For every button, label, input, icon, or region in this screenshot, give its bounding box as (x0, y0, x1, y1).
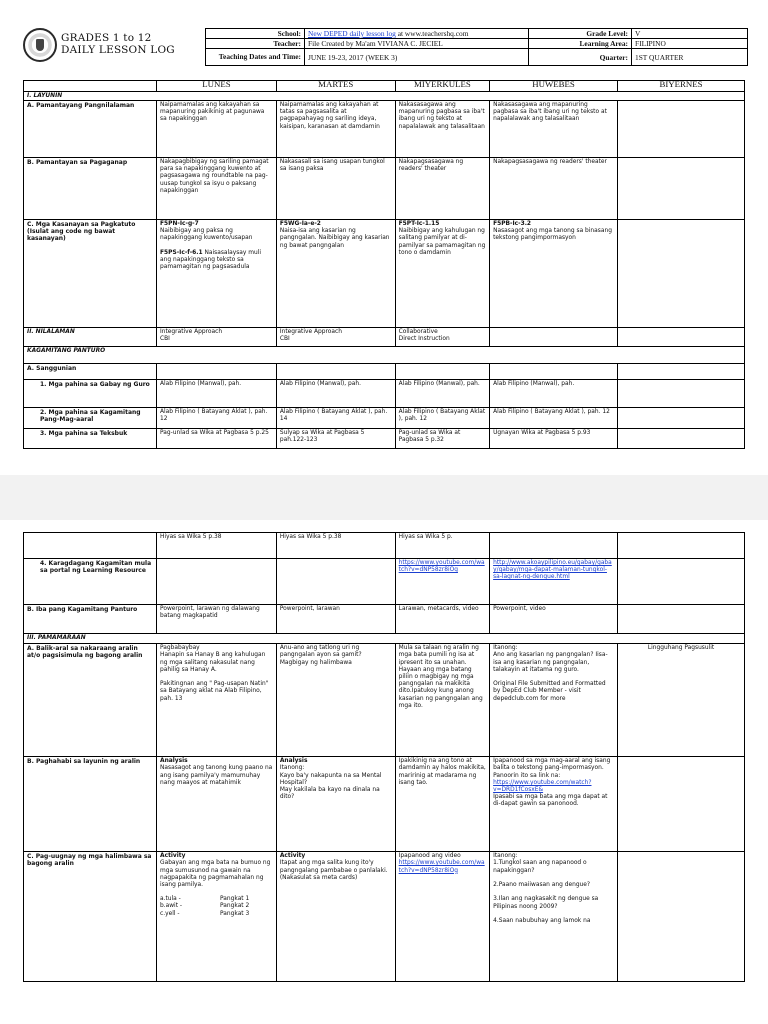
row-teksbuk (24, 429, 745, 449)
competency-code: F5PT-Ic-1.15 (398, 221, 440, 227)
cell: Pag-unlad sa Wika at Pagbasa 5 p.25 (157, 429, 277, 449)
row-label: 1. Mga pahina sa Gabay ng Guro (24, 380, 157, 408)
cell: Sulyap sa Wika at Pagbasa 5 pah.122-123 (276, 429, 395, 449)
row-label: A. Balik-aral sa nakaraang aralin at/o pagsisimula ng bagong aralin (24, 644, 157, 757)
page-gap (0, 475, 768, 520)
cell-text: Gabayan ang mga bata na bumuo ng mga sumusunod na gawain na nagpapakita ng pagmamahalan ng isang pamilya. (160, 860, 271, 889)
cell: Alab Filipino ( Batayang Aklat ), pah. 12 (395, 408, 489, 429)
row-label: B. Iba pang Kagamitang Panturo (24, 605, 157, 634)
cell: Alab Filipino ( Batayang Aklat ), pah. 14 (276, 408, 395, 429)
header-info-table (205, 28, 748, 66)
school-link[interactable]: New DEPED daily lesson log (308, 29, 396, 38)
row-label: A. Sanggunian (24, 364, 157, 380)
row-label: A. Pamantayang Pangnilalaman (24, 101, 157, 158)
competency-code: F5PS-Ic-f-6.1 (160, 249, 203, 256)
cell (157, 757, 277, 852)
day-martes: MARTES (276, 81, 395, 92)
cell (490, 533, 618, 559)
school-rest: at www.teachershq.com (395, 29, 469, 38)
cell (490, 328, 618, 347)
cell: Nakasasali sa isang usapan tungkol sa isang paksa (276, 158, 395, 220)
grade-level-label: Grade Level: (529, 29, 632, 39)
cell-heading: Analysis (160, 758, 188, 765)
cell: Alab Filipino (Manwal), pah. (490, 380, 618, 408)
cell: Mula sa talaan ng aralin ng mga bata pumili ng isa at ipresent ito sa unahan. Hayaan ang mga batang piliin o magbigay ng mga pangngalan na makikita dito.Ipatukoy kung anong kasarian ng pangngalan ang mga ito. (395, 644, 489, 757)
cell: Integrative Approach CBI (276, 328, 395, 347)
cell (618, 364, 745, 380)
cell: Hiyas sa Wika 5 p. (395, 533, 489, 559)
row-pamantayang-pangnilalaman (24, 101, 745, 158)
quarter-label: Quarter: (529, 49, 632, 66)
cell (395, 852, 489, 982)
cell (618, 220, 745, 328)
cell: Alab Filipino ( Batayang Aklat ), pah. 12 (490, 408, 618, 429)
cell: Itanong: Ano ang kasarian ng pangngalan? Iisa-isa ang kasarian ng pangngalan, talakayin at itatama ng guro. Original File Submitted and Formatted by DepEd Club Member - visit depedclub.com for more (490, 644, 618, 757)
cell: Naipamamalas ang kakayahan sa mapanuring pakikinig at pagunawa sa napakinggan (157, 101, 277, 158)
learning-area-value: FILIPINO (632, 39, 748, 49)
cell (24, 533, 157, 559)
cell (618, 605, 745, 634)
lesson-log-page-2 (0, 520, 768, 1024)
row-label: 3. Mga pahina sa Teksbuk (24, 429, 157, 449)
cell (618, 158, 745, 220)
cell: Lingguhang Pagsusulit (618, 644, 745, 757)
cell: Ipakikinig na ang tono at damdamin ay halos makikita, maririnig at madarama ng isang tao. (395, 757, 489, 852)
cell (618, 380, 745, 408)
cell (618, 852, 745, 982)
lesson-log-page-1 (0, 0, 768, 475)
list-item: a.tula - (160, 896, 181, 903)
list-item: b.awit - (160, 903, 182, 910)
school-label: School: (206, 29, 305, 39)
youtube-link[interactable]: https://www.youtube.com/watch?v=dNP58zr8iOg (398, 860, 485, 874)
cell-text: Nasasagot ang tanong kung paano na ang isang pamilya'y mamumuhay nang maayos at matahimik (160, 765, 273, 786)
group-list (160, 896, 273, 918)
corner-cell (24, 81, 157, 92)
row-hiyas (24, 533, 745, 559)
section-layunin (24, 92, 745, 101)
cell: Powerpoint, video (490, 605, 618, 634)
cell: Alab Filipino (Manwal), pah. (157, 380, 277, 408)
competency-code: F5WG-Ia-e-2 (279, 221, 321, 227)
list-item: c.yell - (160, 910, 180, 917)
cell: Powerpoint, larawan ng dalawang batang magkapatid (157, 605, 277, 634)
cell (157, 364, 277, 380)
youtube-link[interactable]: https://www.youtube.com/watch?v=DRD1fCosxE& (493, 779, 592, 794)
cell: Ugnayan Wika at Pagbasa 5 p.93 (490, 429, 618, 449)
dates-label: Teaching Dates and Time: (206, 49, 305, 66)
section-title: III. PAMAMARAAN (24, 634, 745, 644)
cell: Hiyas sa Wika 5 p.38 (157, 533, 277, 559)
cell: Nakasasagawa ang mapanuring pagbasa sa iba't ibang uri ng teksto at napalalawak ang talasalitaan (490, 101, 618, 158)
cell (157, 559, 277, 605)
cell-text: Ipapanood sa mga mag-aaral ang isang balita o tekstong pang-impormasyon. Panoorin ito sa link na: (493, 758, 611, 779)
row-gabay-ng-guro (24, 380, 745, 408)
lesson-table-page-2 (23, 532, 745, 982)
day-lunes: LUNES (157, 81, 277, 92)
row-kagamitang-panturo (24, 347, 745, 364)
cell: Powerpoint, larawan (276, 605, 395, 634)
cell (618, 757, 745, 852)
cell (157, 220, 277, 328)
row-label: C. Pag-uugnay ng mga halimbawa sa bagong aralin (24, 852, 157, 982)
cell (395, 364, 489, 380)
cell (157, 852, 277, 982)
cell: Collaborative Direct Instruction (395, 328, 489, 347)
cell (618, 408, 745, 429)
section-title: KAGAMITANG PANTURO (24, 347, 745, 364)
grade-level-value: V (632, 29, 748, 39)
cell (490, 364, 618, 380)
day-biyernes: BIYERNES (618, 81, 745, 92)
cell-text: Ipasabi sa mga bata ang mga dapat at di-dapat gawin sa panonood. (493, 794, 608, 808)
cell-heading: Activity (279, 853, 306, 860)
cell (395, 559, 489, 605)
row-label: B. Pamantayan sa Pagaganap (24, 158, 157, 220)
cell: Larawan, metacards, video (395, 605, 489, 634)
cell: Nakasasagawa ang mapanuring pagbasa sa iba't ibang uri ng teksto at napalalawak ang talasalitaan (395, 101, 489, 158)
dengue-article-link[interactable]: http://www.akoaypilipino.eu/gabay/gabay/gabay/mga-dapat-malaman-tungkol-sa-lagnat-ng-dengue.html (493, 560, 612, 581)
row-label: C. Mga Kasanayan sa Pagkatuto (Isulat ang code ng bawat kasanayan) (24, 220, 157, 328)
lesson-table-page-1 (23, 80, 745, 449)
competency-code: F5PN-Ic-g-7 (160, 221, 199, 227)
competency-text: Naisasalaysay muli ang napakinggang teksto sa pamamagitan ng pagsasadula (160, 249, 262, 271)
competency-text: Nasasagot ang mga tanong sa binasang tekstong pangimpormasyon (493, 228, 612, 242)
cell (618, 328, 745, 347)
row-pamamaraan (24, 634, 745, 644)
section-title: I. LAYUNIN (24, 92, 745, 101)
day-header-row (24, 81, 745, 92)
cell-heading: Activity (160, 853, 186, 860)
row-kagamitang-mag-aaral (24, 408, 745, 429)
row-kasanayan (24, 220, 745, 328)
competency-text: Naibibigay ang kahulugan ng salitang pamilyar at di-pamilyar sa pamamagitan ng tono o damdamin (398, 228, 486, 256)
teacher-label: Teacher: (206, 39, 305, 49)
title-line-2: DAILY LESSON LOG (61, 44, 175, 56)
cell: Pag-unlad sa Wika at Pagbasa 5 p.32 (395, 429, 489, 449)
cell (618, 533, 745, 559)
cell: Itanong: 1.Tungkol saan ang napanood o napakinggan? 2.Paano maiiwasan ang dengue? 3.Ilan ang nagkasakit ng dengue sa Pilipinas noong 2009? 4.Saan nabubuhay ang lamok na (490, 852, 618, 982)
cell-text: Itanong: Kayo ba'y nakapunta na sa Mental Hospital? May kakilala ba kayo na dinala na dito? (279, 765, 382, 801)
competency-text: Naibibigay ang paksa ng napakinggang kuwento/usapan (160, 228, 253, 242)
cell (490, 220, 618, 328)
teacher-value: File Created by Ma'am VIVIANA C. JECIEL (305, 39, 529, 49)
row-label: B. Paghahabi sa layunin ng aralin (24, 757, 157, 852)
row-label: II. NILALAMAN (24, 328, 157, 347)
cell: Integrative Approach CBI (157, 328, 277, 347)
cell: Naipamamalas ang kakayahan at tatas sa pagsasalita at pagpapahayag ng sariling ideya, kaisipan, karanasan at damdamin (276, 101, 395, 158)
dates-value: JUNE 19-23, 2017 (WEEK 3) (305, 49, 529, 66)
list-item: Pangkat 2 (220, 903, 250, 910)
cell (276, 220, 395, 328)
row-pamantayan-sa-pagaganap (24, 158, 745, 220)
document-title (61, 32, 175, 56)
learning-area-label: Learning Area: (529, 39, 632, 49)
youtube-link[interactable]: https://www.youtube.com/watch?v=dNP58zr8iOg (398, 560, 485, 574)
cell (276, 852, 395, 982)
row-sanggunian (24, 364, 745, 380)
list-item: Pangkat 1 (220, 896, 250, 903)
competency-code: F5PB-Ic-3.2 (493, 221, 532, 227)
cell (618, 559, 745, 605)
cell (618, 101, 745, 158)
quarter-value: 1ST QUARTER (632, 49, 748, 66)
cell: Nakapagsasagawa ng readers' theater (395, 158, 489, 220)
cell (395, 220, 489, 328)
cell (618, 429, 745, 449)
cell (490, 757, 618, 852)
cell: Nakapagsasagawa ng readers' theater (490, 158, 618, 220)
cell: Hiyas sa Wika 5 p.38 (276, 533, 395, 559)
row-balik-aral (24, 644, 745, 757)
cell (276, 364, 395, 380)
cell: Nakapagbibigay ng sariling pamagat para sa napakinggang kuwento at pagsasagawa ng roundtable na pag-uusap tungkol sa isyu o paksang napakinggan (157, 158, 277, 220)
title-line-1: GRADES 1 to 12 (61, 32, 152, 44)
cell: Anu-ano ang tatlong uri ng pangngalan ayon sa gamit? Magbigay ng halimbawa (276, 644, 395, 757)
cell (276, 757, 395, 852)
cell (276, 559, 395, 605)
list-item: Pangkat 3 (220, 910, 250, 917)
cell-text: Itapat ang mga salita kung ito'y pangngalang pambabae o panlalaki. (Nakasulat sa meta cards) (279, 860, 388, 881)
row-nilalaman (24, 328, 745, 347)
cell: Alab Filipino (Manwal), pah. (395, 380, 489, 408)
cell (490, 559, 618, 605)
cell: Pagbabaybay Hanapin sa Hanay B ang kahulugan ng mga salitang nakasulat nang pahilig sa Hanay A. Pakitingnan ang " Pag-usapan Natin" sa Batayang aklat na Alab Filipino, pah. 13 (157, 644, 277, 757)
cell-heading: Analysis (279, 758, 308, 765)
cell: Alab Filipino (Manwal), pah. (276, 380, 395, 408)
deped-seal-icon (23, 28, 57, 62)
cell-text: Ipapanood ang video (398, 853, 461, 860)
row-label: 4. Karagdagang Kagamitan mula sa portal ng Learning Resource (24, 559, 157, 605)
day-miyerkules: MIYERKULES (395, 81, 489, 92)
row-pag-uugnay (24, 852, 745, 982)
row-karagdagang-kagamitan (24, 559, 745, 605)
row-iba-pang-kagamitan (24, 605, 745, 634)
competency-text: Naisa-isa ang kasarian ng pangngalan. Naibibigay ang kasarian ng bawat pangngalan (279, 228, 390, 249)
row-label: 2. Mga pahina sa Kagamitang Pang-Mag-aaral (24, 408, 157, 429)
school-value (305, 29, 529, 39)
cell: Alab Filipino ( Batayang Aklat ), pah. 12 (157, 408, 277, 429)
row-paghahabi (24, 757, 745, 852)
day-huwebes: HUWEBES (490, 81, 618, 92)
